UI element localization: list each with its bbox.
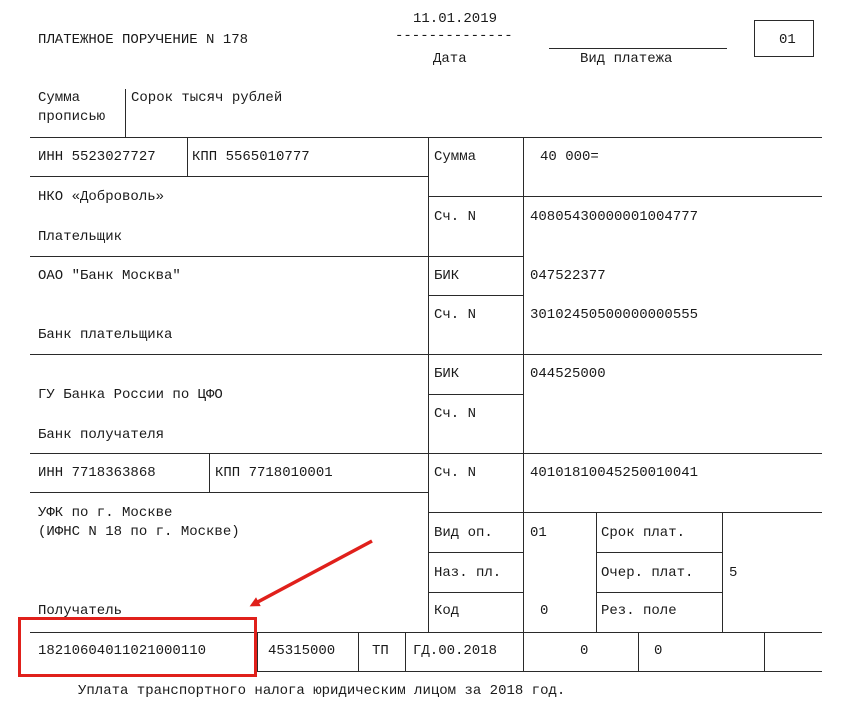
- sum-value: 40 000=: [540, 149, 599, 165]
- recipient-bank-bik-label: БИК: [434, 366, 460, 382]
- recipient-bank-bik-value: 044525000: [530, 366, 606, 382]
- recipient-name-line1: УФК по г. Москве: [38, 505, 173, 521]
- payment-basis-value: ТП: [372, 643, 389, 659]
- payer-kpp: КПП 5565010777: [192, 149, 310, 165]
- code-value: 0: [540, 603, 549, 619]
- payer-name: НКО «Доброволь»: [38, 189, 165, 205]
- payer-label: Плательщик: [38, 229, 123, 245]
- recipient-bank-label: Банк получателя: [38, 427, 165, 443]
- order-label: Очер. плат.: [601, 565, 694, 581]
- recipient-bank-name: ГУ Банка России по ЦФО: [38, 387, 223, 403]
- amount-words-label-line2: прописью: [38, 109, 106, 125]
- purpose-code-label: Наз. пл.: [434, 565, 502, 581]
- payer-inn: ИНН 5523027727: [38, 149, 156, 165]
- recipient-bank-account-label: Сч. N: [434, 406, 477, 422]
- payer-bank-bik-value: 047522377: [530, 268, 606, 284]
- recipient-kpp: КПП 7718010001: [215, 465, 333, 481]
- doc-date-value: 0: [654, 643, 663, 659]
- payment-type-label: Вид платежа: [580, 51, 673, 67]
- date-label: Дата: [433, 51, 467, 67]
- recipient-account-value: 40101810045250010041: [530, 465, 699, 481]
- kbk-value: 18210604011021000110: [38, 643, 207, 659]
- payer-bank-bik-label: БИК: [434, 268, 460, 284]
- op-type-value: 01: [530, 525, 547, 541]
- date-underline: --------------: [395, 28, 513, 44]
- payer-bank-label: Банк плательщика: [38, 327, 173, 343]
- recipient-account-label: Сч. N: [434, 465, 477, 481]
- amount-words-value: Сорок тысяч рублей: [131, 90, 283, 106]
- document-title: ПЛАТЕЖНОЕ ПОРУЧЕНИЕ N 178: [38, 32, 249, 48]
- doc-number-value: 0: [580, 643, 589, 659]
- recipient-inn: ИНН 7718363868: [38, 465, 156, 481]
- payment-purpose: Уплата транспортного налога юридическим лицом за 2018 год.: [78, 683, 566, 699]
- recipient-name-line2: (ИФНС N 18 по г. Москве): [38, 524, 240, 540]
- order-value: 5: [729, 565, 738, 581]
- due-date-label: Срок плат.: [601, 525, 686, 541]
- tax-period-value: ГД.00.2018: [413, 643, 498, 659]
- sum-label: Сумма: [434, 149, 477, 165]
- payer-bank-account-label: Сч. N: [434, 307, 477, 323]
- payer-account-value: 40805430000001004777: [530, 209, 699, 225]
- payer-account-label: Сч. N: [434, 209, 477, 225]
- code-label: Код: [434, 603, 460, 619]
- payment-type-code: 01: [779, 32, 796, 48]
- payer-bank-account-value: 30102450500000000555: [530, 307, 699, 323]
- oktmo-value: 45315000: [268, 643, 336, 659]
- recipient-label: Получатель: [38, 603, 123, 619]
- op-type-label: Вид оп.: [434, 525, 493, 541]
- amount-words-label-line1: Сумма: [38, 90, 81, 106]
- reserve-field-label: Рез. поле: [601, 603, 677, 619]
- payer-bank-name: ОАО "Банк Москва": [38, 268, 181, 284]
- payment-date: 11.01.2019: [413, 11, 498, 27]
